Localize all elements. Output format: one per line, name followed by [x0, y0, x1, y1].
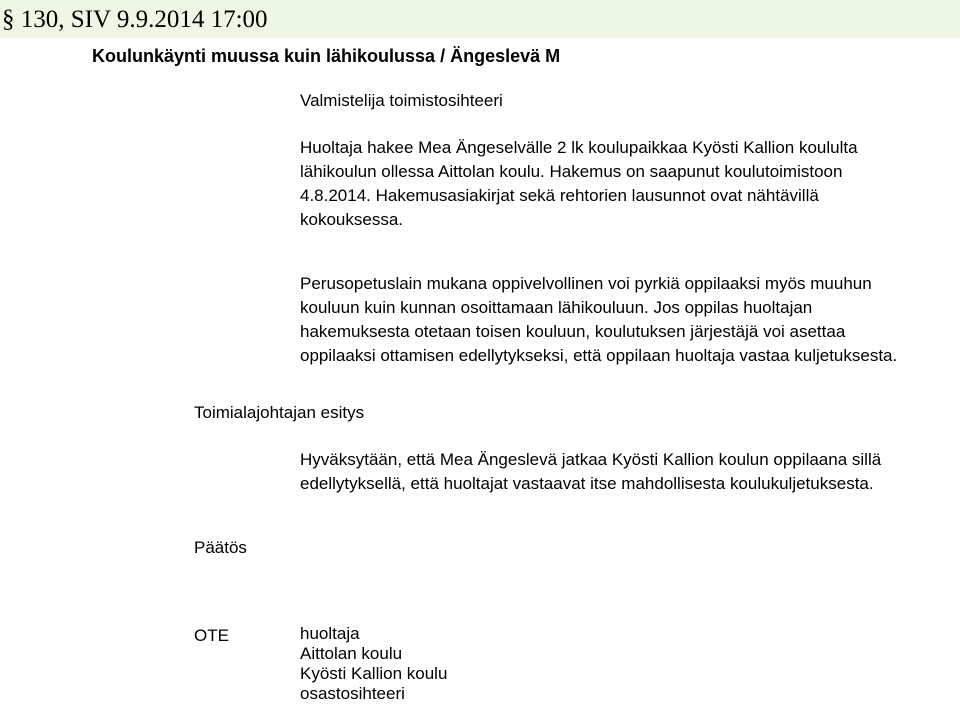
decision-label: Päätös [194, 538, 247, 557]
recipient-item: huoltaja [300, 624, 360, 643]
law-paragraph [300, 272, 900, 368]
proposal-paragraph [300, 448, 900, 496]
law-paragraph-text: Perusopetuslain mukana oppivelvollinen voi pyrkiä oppilaaksi myös muuhun kouluun kuin kunnan osoittamaan lähikouluun. Jos oppilas huoltajan hakemuksesta otetaan toisen kouluun, koulutuksen järjestäjä voi asettaa oppilaaksi ottamisen edellytykseksi, että oppilaan huoltaja vastaa kuljetuksesta. [300, 274, 898, 365]
ote-label: OTE [194, 626, 229, 645]
document-title: Koulunkäynti muussa kuin lähikoulussa / Ängeslevä M [92, 46, 561, 66]
application-paragraph [300, 136, 900, 232]
proposal-label: Toimialajohtajan esitys [194, 403, 365, 422]
section-heading: § 130, SIV 9.9.2014 17:00 [2, 6, 268, 33]
recipient-list [300, 624, 447, 704]
recipient-item: Kyösti Kallion koulu [300, 664, 448, 683]
proposal-paragraph-text: Hyväksytään, että Mea Ängeslevä jatkaa Kyösti Kallion koulun oppilaana sillä edellytyksellä, että huoltajat vastaavat itse mahdollisesta koulukuljetuksesta. [300, 450, 882, 493]
recipient-item: Aittolan koulu [300, 644, 403, 663]
preparer-line: Valmistelija toimistosihteeri [300, 91, 503, 110]
recipient-item: osastosihteeri [300, 684, 405, 703]
application-paragraph-text: Huoltaja hakee Mea Ängeselvälle 2 lk koulupaikkaa Kyösti Kallion koululta lähikoulun ollessa Aittolan koulu. Hakemus on saapunut koulutoimistoon 4.8.2014. Hakemusasiakirjat sekä rehtorien lausunnot ovat nähtävillä kokouksessa. [300, 138, 858, 229]
